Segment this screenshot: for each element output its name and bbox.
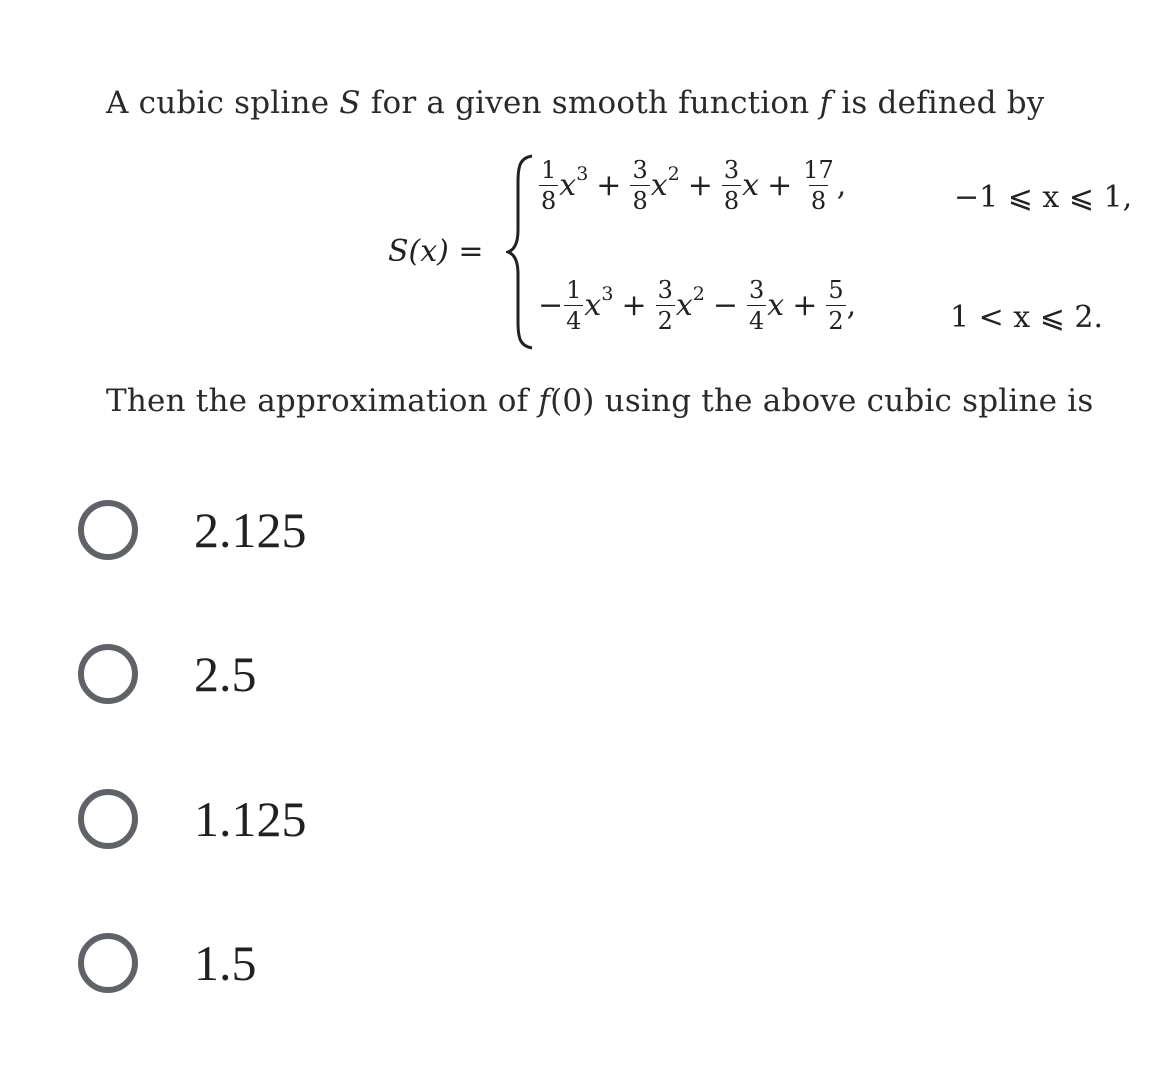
question-followup-mid: (0) using the above cubic spline is <box>550 383 1094 419</box>
answer-option-4[interactable] <box>78 923 478 1003</box>
operator: + <box>767 168 793 203</box>
variable: x <box>767 288 785 323</box>
exponent: 2 <box>692 282 705 305</box>
fraction-denominator: 4 <box>566 307 582 335</box>
variable: x <box>584 288 602 323</box>
fraction <box>801 158 836 213</box>
comma: , <box>846 288 857 323</box>
exponent: 2 <box>667 162 680 185</box>
variable: x <box>559 168 577 203</box>
formula-condition-2: 1 < x ⩽ 2. <box>950 300 1104 335</box>
fraction-numerator: 5 <box>828 276 844 304</box>
left-brace <box>506 152 536 352</box>
question-followup <box>106 383 1094 419</box>
fraction-numerator: 3 <box>632 156 648 184</box>
formula-piece-2 <box>538 278 856 333</box>
operator: + <box>687 168 713 203</box>
answer-option-2[interactable] <box>78 634 478 714</box>
fraction <box>564 278 583 333</box>
fraction-numerator: 3 <box>723 156 740 184</box>
spline-symbol: S <box>339 85 361 121</box>
fraction-denominator: 8 <box>632 187 648 215</box>
function-symbol: f <box>538 383 551 419</box>
answer-option-3[interactable] <box>78 779 478 859</box>
operator: + <box>792 288 818 323</box>
answer-option-label: 2.125 <box>194 502 307 558</box>
fraction-numerator: 1 <box>541 156 557 184</box>
fraction-denominator: 8 <box>723 187 740 215</box>
fraction-numerator: 3 <box>657 276 673 304</box>
formula-lhs-text: S(x) = <box>388 234 484 269</box>
operator: + <box>621 288 647 323</box>
spline-formula <box>388 150 1148 355</box>
fraction <box>539 158 558 213</box>
radio-button[interactable] <box>78 933 138 993</box>
question-intro-mid: for a given smooth function <box>360 85 820 121</box>
fraction-denominator: 2 <box>657 307 673 335</box>
fraction-numerator: 3 <box>749 276 765 304</box>
formula-lhs <box>388 234 484 269</box>
fraction <box>656 278 675 333</box>
exponent: 3 <box>576 162 589 185</box>
variable: x <box>742 168 760 203</box>
comma: , <box>836 168 847 203</box>
operator: + <box>596 168 622 203</box>
fraction-denominator: 8 <box>541 187 557 215</box>
fraction-numerator: 17 <box>803 156 834 184</box>
fraction <box>722 158 741 213</box>
answer-option-label: 2.5 <box>194 646 257 702</box>
variable: x <box>675 288 693 323</box>
radio-button[interactable] <box>78 500 138 560</box>
variable: x <box>650 168 668 203</box>
radio-button[interactable] <box>78 789 138 849</box>
leading-sign: − <box>538 288 564 323</box>
question-intro-prefix: A cubic spline <box>106 85 340 121</box>
operator: − <box>712 288 739 323</box>
answer-option-label: 1.125 <box>194 791 307 847</box>
question-intro <box>106 85 1044 121</box>
exponent: 3 <box>601 282 614 305</box>
fraction-denominator: 4 <box>749 307 765 335</box>
question-intro-suffix: is defined by <box>831 85 1045 121</box>
fraction <box>630 158 649 213</box>
fraction-denominator: 2 <box>828 307 844 335</box>
fraction-numerator: 1 <box>566 276 582 304</box>
question-followup-prefix: Then the approximation of <box>106 383 539 419</box>
answer-option-label: 1.5 <box>194 935 257 991</box>
formula-condition-1: −1 ⩽ x ⩽ 1, <box>954 180 1133 215</box>
answer-option-1[interactable] <box>78 490 478 570</box>
fraction-denominator: 8 <box>810 187 827 215</box>
formula-piece-1 <box>538 158 846 213</box>
function-symbol: f <box>819 85 832 121</box>
fraction <box>747 278 766 333</box>
fraction <box>826 278 845 333</box>
radio-button[interactable] <box>78 644 138 704</box>
